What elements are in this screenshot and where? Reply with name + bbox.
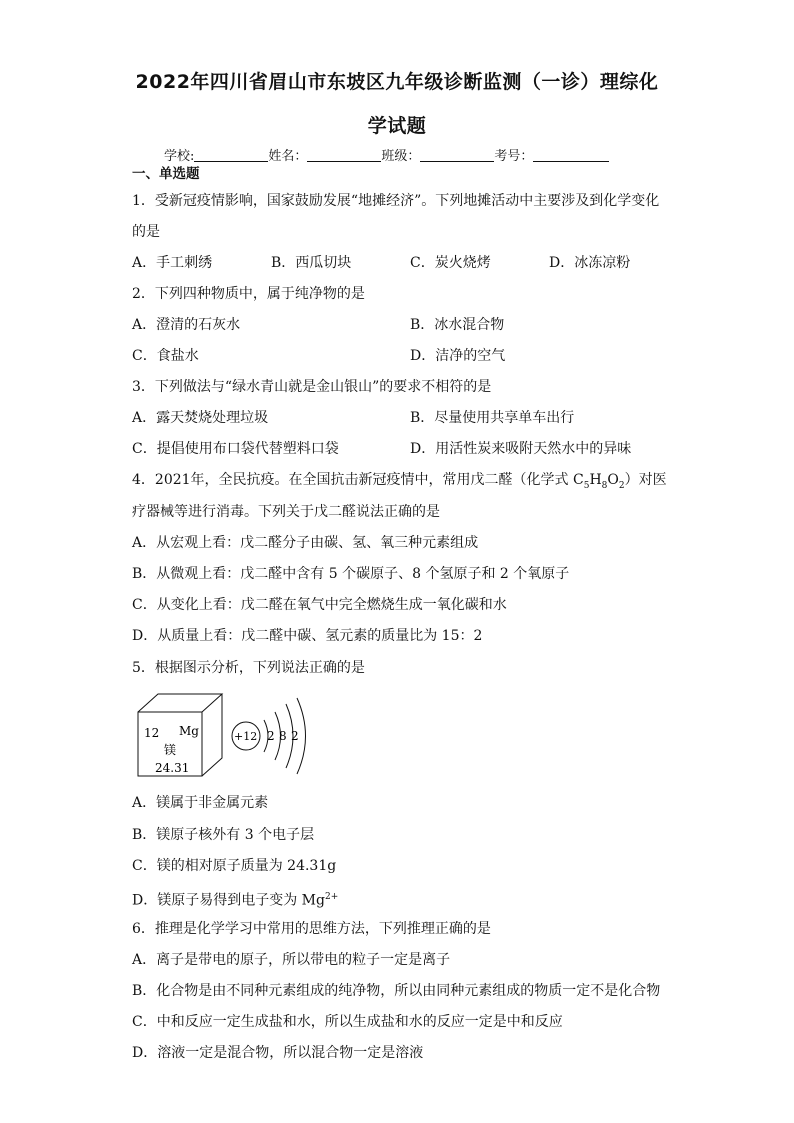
- q4-option-b[interactable]: B．从微观上看：戊二醛中含有 5 个碳原子、8 个氢原子和 2 个氧原子: [132, 566, 570, 582]
- nucleus-charge: +12: [234, 730, 258, 743]
- q2-option-c[interactable]: C．食盐水: [132, 348, 199, 364]
- number-label: 考号：: [494, 149, 534, 164]
- school-blank[interactable]: [194, 149, 268, 162]
- q5-option-d-charge: 2+: [324, 892, 339, 902]
- page-title-line2: 学试题: [367, 115, 427, 137]
- q3-stem: 3．下列做法与“绿水青山就是金山银山”的要求不相符的是: [132, 379, 492, 395]
- atomic-mass: 24.31: [155, 761, 190, 775]
- name-label: 姓名：: [268, 149, 308, 164]
- page-title-line1: 2022年四川省眉山市东坡区九年级诊断监测（一诊）理综化: [135, 71, 659, 93]
- q4-formula-h-count: 8: [601, 480, 608, 491]
- q2-stem: 2．下列四种物质中，属于纯净物的是: [132, 286, 365, 302]
- shell-1-electrons: 2: [267, 729, 275, 743]
- number-blank[interactable]: [533, 149, 609, 162]
- q4-option-d[interactable]: D．从质量上看：戊二醛中碳、氢元素的质量比为 15：2: [132, 628, 483, 644]
- q5-option-c[interactable]: C．镁的相对原子质量为 24.31g: [132, 858, 337, 874]
- q5-stem: 5．根据图示分析，下列说法正确的是: [132, 660, 365, 676]
- q6-option-b[interactable]: B．化合物是由不同种元素组成的纯净物，所以由同种元素组成的物质一定不是化合物: [132, 983, 661, 999]
- q3-option-d[interactable]: D．用活性炭来吸附天然水中的异味: [410, 441, 632, 457]
- cube-top-face: [138, 694, 222, 712]
- magnesium-element-figure: [136, 692, 316, 787]
- q3-option-a[interactable]: A．露天焚烧处理垃圾: [132, 410, 269, 426]
- q1-option-b[interactable]: B．西瓜切块: [271, 255, 352, 271]
- q4-stem-text-b: ）对医: [624, 472, 667, 488]
- q5-option-d-text: D．镁原子易得到电子变为 Mg: [132, 892, 325, 909]
- q4-stem-text-a: 4．2021年，全民抗疫。在全国抗击新冠疫情中，常用戊二醛（化学式 C: [132, 472, 584, 488]
- q5-option-d[interactable]: [132, 888, 338, 910]
- q4-formula-h-symbol: H: [589, 472, 602, 488]
- q2-option-a[interactable]: A．澄清的石灰水: [132, 317, 241, 333]
- class-blank[interactable]: [420, 149, 494, 162]
- q1-option-c[interactable]: C．炭火烧烤: [410, 255, 491, 271]
- atomic-number: 12: [144, 726, 160, 740]
- q4-formula-o-symbol: O: [607, 472, 619, 488]
- q4-formula-o-count: 2: [618, 480, 625, 491]
- q1-option-a[interactable]: A．手工刺绣: [132, 255, 213, 271]
- q4-option-a[interactable]: A．从宏观上看：戊二醛分子由碳、氢、氧三种元素组成: [132, 535, 479, 551]
- student-info-row: [164, 145, 609, 164]
- class-label: 班级：: [381, 149, 421, 164]
- shell-2-electrons: 8: [279, 729, 287, 743]
- q4-stem-line1: [132, 471, 667, 495]
- q1-option-d[interactable]: D．冰冻凉粉: [549, 255, 631, 271]
- q1-stem-line2: 的是: [132, 224, 160, 240]
- q2-option-d[interactable]: D．洁净的空气: [410, 348, 506, 364]
- q5-option-b[interactable]: B．镁原子核外有 3 个电子层: [132, 827, 315, 843]
- cube-side-face: [202, 694, 222, 776]
- element-name: 镁: [164, 743, 177, 757]
- q6-option-a[interactable]: A．离子是带电的原子，所以带电的粒子一定是离子: [132, 952, 451, 968]
- section-title: 一、单选题: [132, 166, 200, 182]
- q2-option-b[interactable]: B．冰水混合物: [410, 317, 505, 333]
- q4-option-c[interactable]: C．从变化上看：戊二醛在氧气中完全燃烧生成一氧化碳和水: [132, 597, 507, 613]
- element-symbol: Mg: [179, 724, 199, 738]
- school-label: 学校:: [164, 149, 195, 164]
- q6-stem: 6．推理是化学学习中常用的思维方法，下列推理正确的是: [132, 921, 491, 937]
- shell-3-electrons: 2: [291, 729, 299, 743]
- q4-formula-c-count: 5: [583, 480, 590, 491]
- q5-option-a[interactable]: A．镁属于非金属元素: [132, 795, 269, 811]
- q3-option-b[interactable]: B．尽量使用共享单车出行: [410, 410, 575, 426]
- q6-option-d[interactable]: D．溶液一定是混合物，所以混合物一定是溶液: [132, 1045, 424, 1061]
- q4-stem-line2: 疗器械等进行消毒。下列关于戊二醛说法正确的是: [132, 504, 440, 520]
- q3-option-c[interactable]: C．提倡使用布口袋代替塑料口袋: [132, 441, 339, 457]
- name-blank[interactable]: [307, 149, 381, 162]
- q1-stem-line1: 1．受新冠疫情影响，国家鼓励发展“地摊经济”。下列地摊活动中主要涉及到化学变化: [132, 193, 660, 209]
- q6-option-c[interactable]: C．中和反应一定生成盐和水，所以生成盐和水的反应一定是中和反应: [132, 1014, 563, 1030]
